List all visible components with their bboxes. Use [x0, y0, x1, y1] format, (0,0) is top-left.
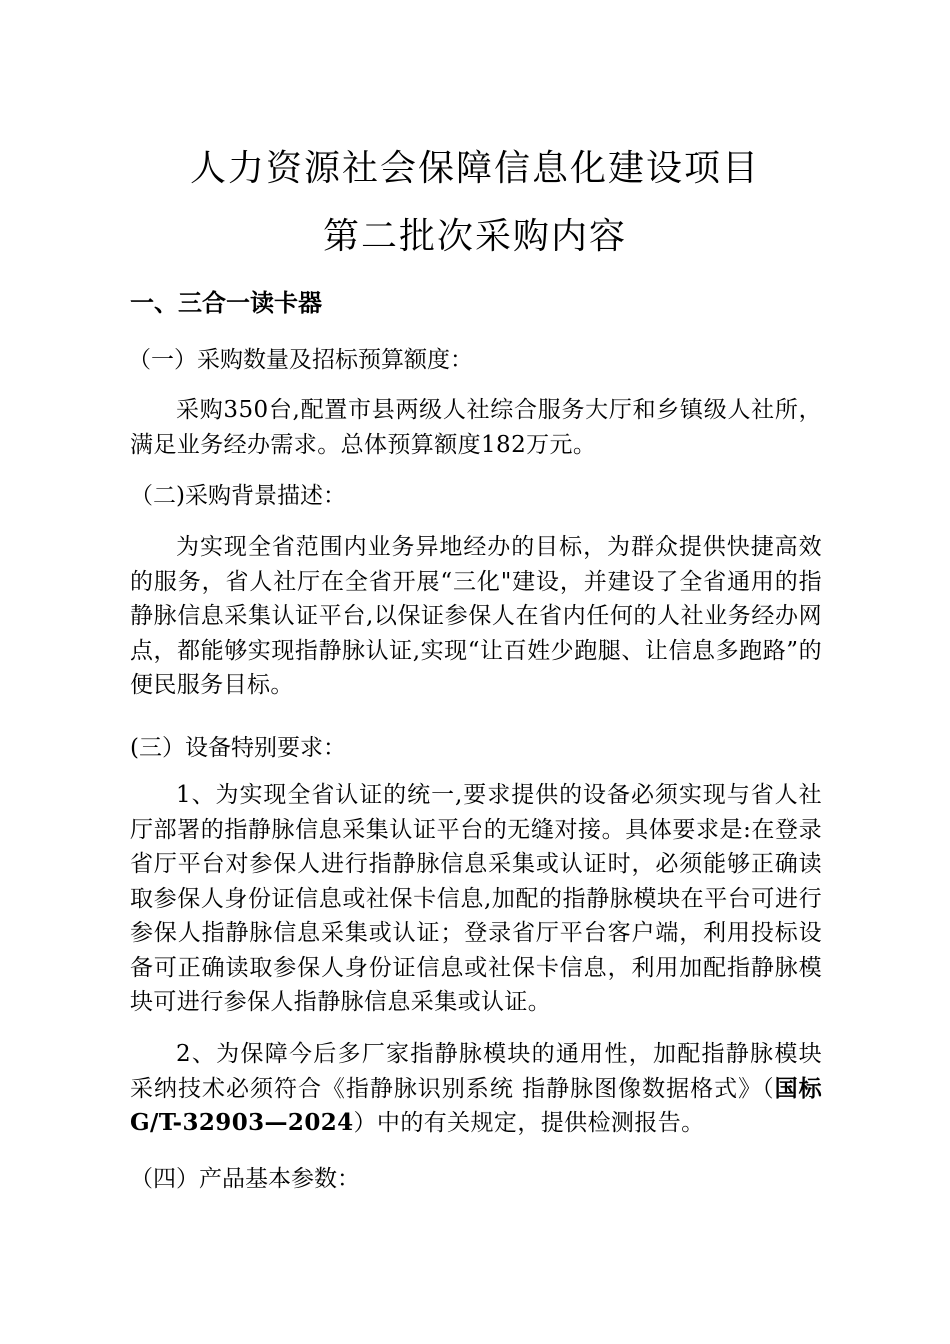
subsection-heading-2: （二)采购背景描述：	[130, 483, 346, 509]
paragraph-requirement-1: 1、为实现全省认证的统一,要求提供的设备必须实现与省人社厅部署的指静脉信息采集认证平台的无缝对接。具体要求是:在登录省厅平台对参保人进行指静脉信息采集或认证时，必须能够正确读取参保人身份证信息或社保卡信息,加配的指静脉模块在平台可进行参保人指静脉信息采集或认证；登录省厅平台客户端，利用投标设备可正确读取参保人身份证信息或社保卡信息，利用加配指静脉模块可进行参保人指静脉信息采集或认证。	[130, 782, 822, 1015]
standard-reference: 国标G/T-32903—2024	[130, 1074, 822, 1136]
subsection-heading-4: （四）产品基本参数：	[130, 1166, 360, 1192]
document-subtitle: 第二批次采购内容	[322, 216, 627, 257]
section-heading: 一、三合一读卡器	[130, 289, 322, 317]
subsection-heading-1: （一）采购数量及招标预算额度：	[128, 347, 473, 373]
requirement-2-text: 2、为保障今后多厂家指静脉模块的通用性，加配指静脉模块采纳技术必须符合《指静脉识别系统 指静脉图像数据格式》（	[130, 1041, 822, 1102]
paragraph-background: 为实现全省范围内业务异地经办的目标，为群众提供快捷高效的服务，省人社厅在全省开展“三化"建设，并建设了全省通用的指静脉信息采集认证平台,以保证参保人在省内任何的人社业务经办网点，都能够实现指静脉认证,实现“让百姓少跑腿、让信息多跑路”的便民服务目标。	[130, 534, 822, 698]
paragraph-requirement-2	[130, 1037, 822, 1141]
document-title: 人力资源社会保障信息化建设项目	[189, 148, 760, 189]
subsection-heading-3: (三）设备特别要求：	[130, 735, 346, 761]
paragraph-quantity-budget: 采购350台,配置市县两级人社综合服务大厅和乡镇级人社所，满足业务经办需求。总体预算额度182万元。	[130, 397, 822, 458]
requirement-2-suffix: ）中的有关规定，提供检测报告。	[353, 1110, 705, 1136]
